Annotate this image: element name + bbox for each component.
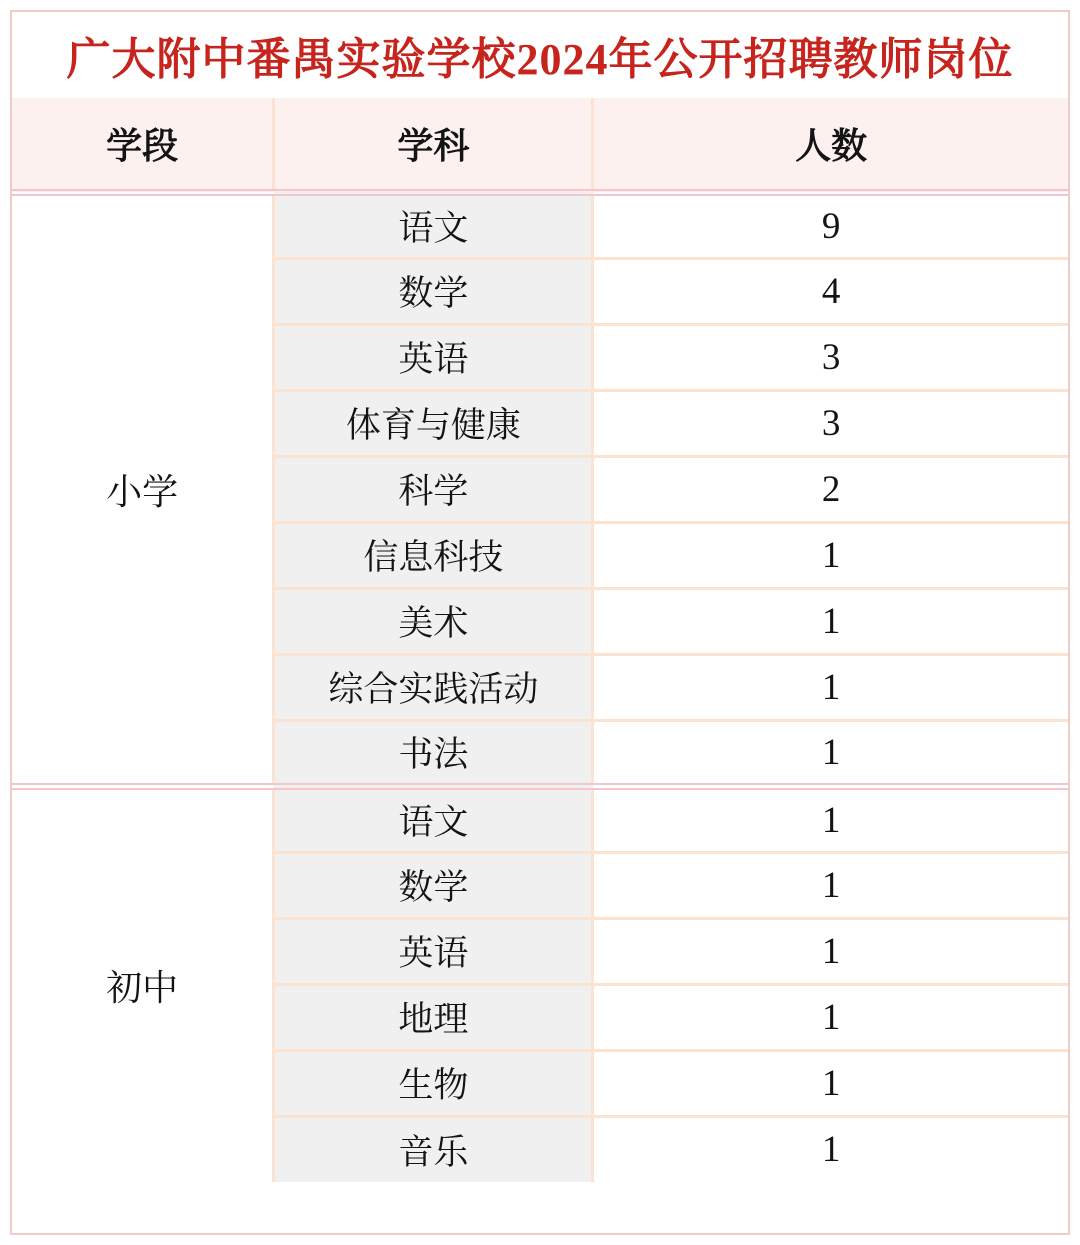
count-cell: 3 (593, 390, 1068, 456)
subject-cell: 英语 (274, 324, 593, 390)
count-cell: 1 (593, 918, 1068, 984)
table-row (12, 192, 1068, 258)
title-row (12, 12, 1068, 98)
count-cell: 4 (593, 258, 1068, 324)
table-row (12, 786, 1068, 852)
subject-cell: 语文 (274, 192, 593, 258)
count-cell: 1 (593, 1050, 1068, 1116)
header-row (12, 98, 1068, 192)
table-body (12, 192, 1068, 1182)
count-cell: 1 (593, 588, 1068, 654)
stage-cell: 初中 (12, 786, 274, 1182)
column-header-count: 人数 (593, 98, 1068, 192)
subject-cell: 地理 (274, 984, 593, 1050)
count-cell: 1 (593, 720, 1068, 786)
column-header-subject: 学科 (274, 98, 593, 192)
page-title: 广大附中番禺实验学校2024年公开招聘教师岗位 (66, 35, 1014, 84)
subject-cell: 音乐 (274, 1116, 593, 1182)
count-cell: 1 (593, 984, 1068, 1050)
subject-cell: 数学 (274, 852, 593, 918)
count-cell: 3 (593, 324, 1068, 390)
count-cell: 1 (593, 1116, 1068, 1182)
count-cell: 2 (593, 456, 1068, 522)
count-cell: 9 (593, 192, 1068, 258)
subject-cell: 科学 (274, 456, 593, 522)
subject-cell: 综合实践活动 (274, 654, 593, 720)
count-cell: 1 (593, 786, 1068, 852)
count-cell: 1 (593, 852, 1068, 918)
subject-cell: 书法 (274, 720, 593, 786)
subject-cell: 生物 (274, 1050, 593, 1116)
count-cell: 1 (593, 654, 1068, 720)
subject-cell: 信息科技 (274, 522, 593, 588)
column-header-stage: 学段 (12, 98, 274, 192)
count-cell: 1 (593, 522, 1068, 588)
subject-cell: 体育与健康 (274, 390, 593, 456)
subject-cell: 数学 (274, 258, 593, 324)
subject-cell: 语文 (274, 786, 593, 852)
stage-cell: 小学 (12, 192, 274, 786)
recruitment-table (12, 98, 1068, 1182)
subject-cell: 英语 (274, 918, 593, 984)
recruitment-sheet (10, 10, 1070, 1235)
subject-cell: 美术 (274, 588, 593, 654)
